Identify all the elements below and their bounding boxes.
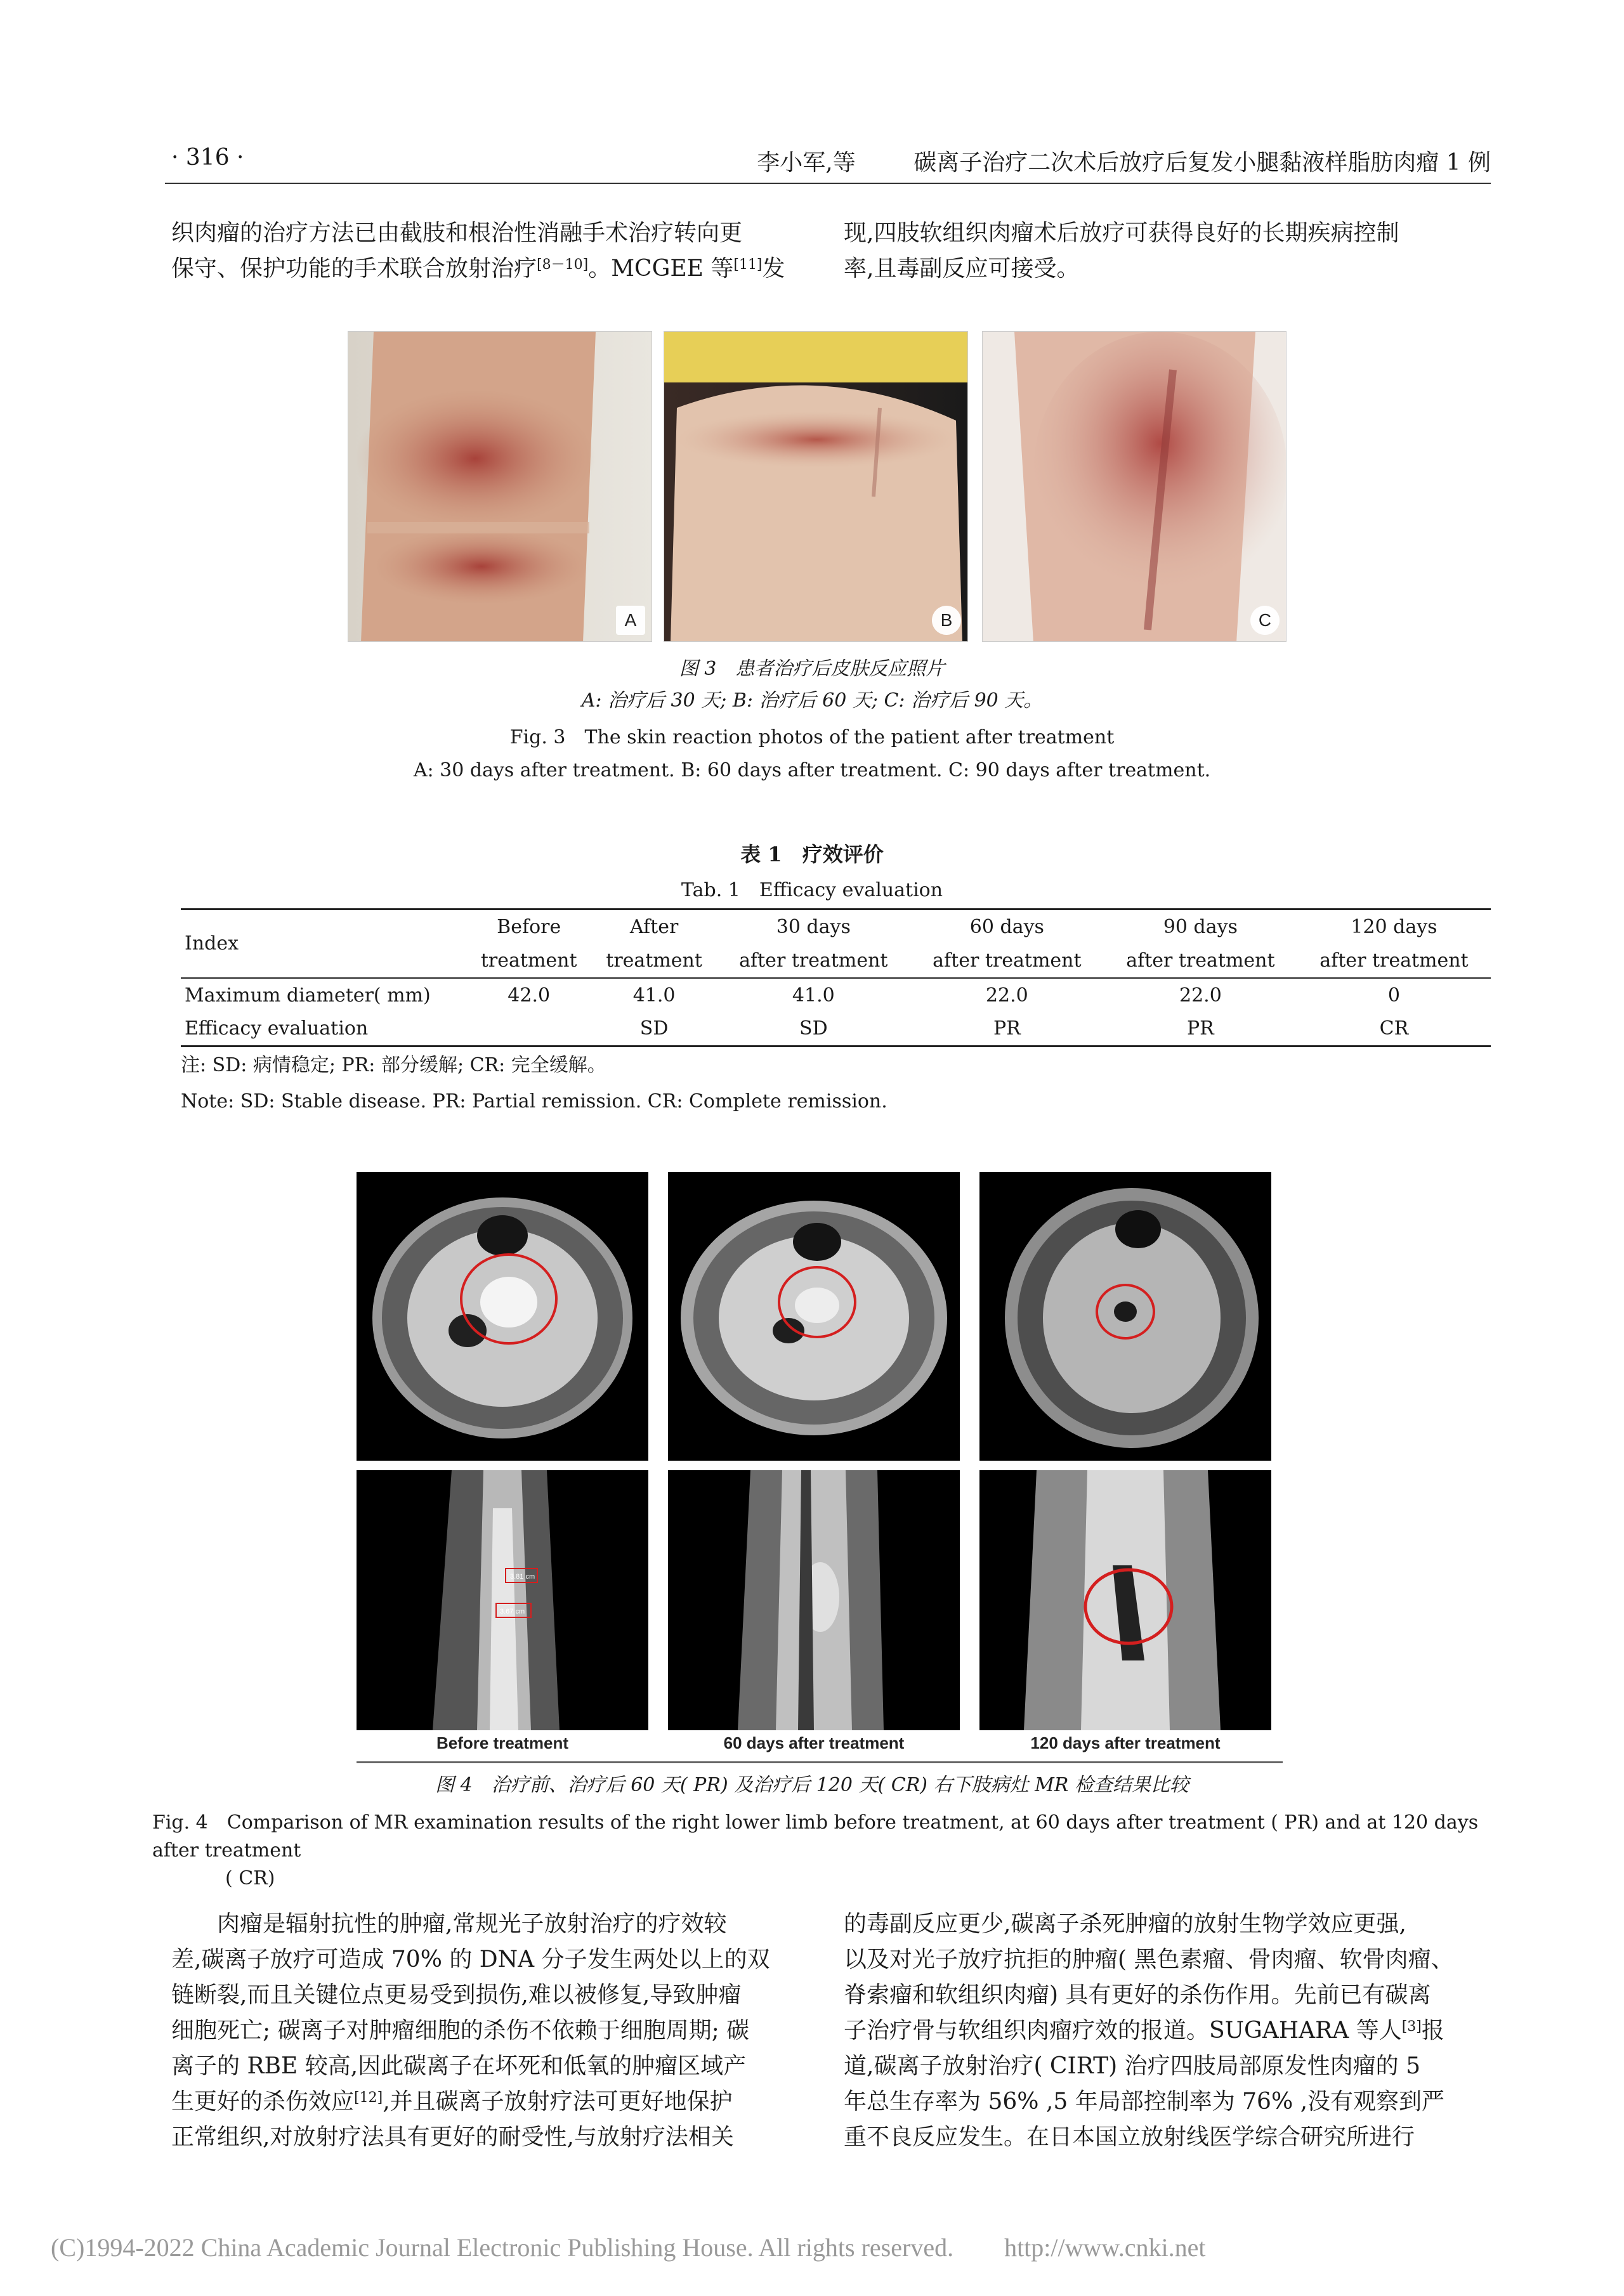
panel-label-b: B xyxy=(932,606,961,635)
header-divider xyxy=(165,183,1491,184)
top-right-paragraph xyxy=(844,216,1484,287)
table-cell: 22.0 xyxy=(985,984,1028,1007)
fig4-caption-en: Fig. 4 Comparison of MR examination results of the right lower limb before treatment, at 60 days after treatment ( PR) and at 120 days after treatment ( CR) xyxy=(152,1811,1479,1889)
table-title-cn: 表 1 疗效评价 xyxy=(740,842,884,866)
mri-axial-60d-image xyxy=(668,1172,960,1461)
table-header-cell: Before xyxy=(466,910,591,944)
mri-coronal-120d-image xyxy=(979,1470,1271,1730)
text-line: 子治疗骨与软组织肉瘤疗效的报道。SUGAHARA 等人[3]报 xyxy=(844,2018,1444,2044)
header-article-title: 碳离子治疗二次术后放疗后复发小腿黏液样脂肪肉瘤 1 例 xyxy=(914,150,1491,176)
mri-axial-120d-image xyxy=(979,1172,1271,1461)
page-number: · 316 · xyxy=(171,145,244,171)
header-authors: 李小军,等 xyxy=(757,150,856,176)
text-line: 道,碳离子放射治疗( CIRT) 治疗四肢局部原发性肉瘤的 5 xyxy=(844,2053,1421,2079)
table-header-cell: After xyxy=(591,910,716,944)
citation: [12] xyxy=(354,2090,383,2106)
running-title xyxy=(757,145,1491,177)
text-line: 保守、保护功能的手术联合放射治疗[8－10]。MCGEE 等[11]发 xyxy=(171,256,785,282)
table-header-cell: 120 days xyxy=(1297,910,1491,944)
fig3-caption-cn: 图 3 患者治疗后皮肤反应照片 xyxy=(679,658,945,680)
fig4-caption-cn: 图 4 治疗前、治疗后 60 天( PR) 及治疗后 120 天( CR) 右下肢病灶 MR 检查结果比较 xyxy=(435,1774,1189,1796)
top-left-paragraph xyxy=(171,216,799,287)
text-line: 差,碳离子放疗可造成 70% 的 DNA 分子发生两处以上的双 xyxy=(171,1947,770,1973)
text-line: 重不良反应发生。在日本国立放射线医学综合研究所进行 xyxy=(844,2124,1415,2150)
text-line: 率,且毒副反应可接受。 xyxy=(844,256,1080,282)
text-line: 肉瘤是辐射抗性的肿瘤,常规光子放射治疗的疗效较 xyxy=(217,1911,727,1937)
table-cell: SD xyxy=(591,1012,716,1047)
text-line: 生更好的杀伤效应[12],并且碳离子放射疗法可更好地保护 xyxy=(171,2089,733,2115)
table-header-cell: after treatment xyxy=(1297,944,1491,978)
skin-photo-c-image xyxy=(983,332,1287,642)
text-line: 年总生存率为 56% ,5 年局部控制率为 76% ,没有观察到严 xyxy=(844,2089,1445,2115)
mri-coronal-before xyxy=(357,1470,648,1730)
mri-axial-60d xyxy=(668,1172,960,1461)
table-header-cell: treatment xyxy=(466,944,591,978)
text-line: 织肉瘤的治疗方法已由截肢和根治性消融手术治疗转向更 xyxy=(171,220,743,246)
skin-photo-b-image xyxy=(664,332,968,642)
table-cell: 41.0 xyxy=(632,984,676,1007)
table-header-cell: treatment xyxy=(591,944,716,978)
text-line: 以及对光子放疗抗拒的肿瘤( 黑色素瘤、骨肉瘤、软骨肉瘤、 xyxy=(844,1947,1454,1973)
efficacy-table xyxy=(181,908,1491,1047)
bottom-left-paragraph xyxy=(171,1907,799,2155)
text-line: 脊索瘤和软组织肉瘤) 具有更好的杀伤作用。先前已有碳离 xyxy=(844,1982,1431,2008)
skin-photo-a xyxy=(348,331,652,642)
mri-axial-120d xyxy=(979,1172,1271,1461)
table-header-cell: 30 days xyxy=(717,910,910,944)
table-row xyxy=(181,1012,1491,1047)
table-header-cell: after treatment xyxy=(717,944,910,978)
text-line: 的毒副反应更少,碳离子杀死肿瘤的放射生物学效应更强, xyxy=(844,1911,1406,1937)
fig4-label-before: Before treatment xyxy=(436,1733,569,1752)
citation: [3] xyxy=(1401,2019,1422,2035)
table-cell: CR xyxy=(1297,1012,1491,1047)
running-header xyxy=(171,145,1491,180)
table-cell: PR xyxy=(1104,1012,1297,1047)
table-note-en: Note: SD: Stable disease. PR: Partial remission. CR: Complete remission. xyxy=(181,1090,887,1112)
table-header-cell: after treatment xyxy=(1104,944,1297,978)
bottom-right-paragraph xyxy=(844,1907,1484,2155)
table-cell: 0 xyxy=(1387,984,1400,1007)
mri-axial-before-image xyxy=(357,1172,648,1461)
text-line: 细胞死亡; 碳离子对肿瘤细胞的杀伤不依赖于细胞周期; 碳 xyxy=(171,2018,750,2044)
mri-coronal-120d xyxy=(979,1470,1271,1730)
text-line: 现,四肢软组织肉瘤术后放疗可获得良好的长期疾病控制 xyxy=(844,220,1399,246)
table-row xyxy=(181,978,1491,1012)
table-cell: SD xyxy=(717,1012,910,1047)
table-header-cell: 90 days xyxy=(1104,910,1297,944)
panel-label-a: A xyxy=(616,606,645,635)
mri-coronal-before-image xyxy=(357,1470,648,1730)
table-cell xyxy=(466,1012,591,1047)
fig4-label-120d: 120 days after treatment xyxy=(1030,1733,1221,1752)
fig4-label-60d: 60 days after treatment xyxy=(723,1733,905,1752)
measurement-label: 3.81 cm xyxy=(510,1573,535,1581)
table-cell: 22.0 xyxy=(1179,984,1222,1007)
fig3-caption-cn-sub: A: 治疗后 30 天; B: 治疗后 60 天; C: 治疗后 90 天。 xyxy=(581,689,1043,712)
table-title-en: Tab. 1 Efficacy evaluation xyxy=(681,879,943,901)
panel-label-c: C xyxy=(1250,606,1280,635)
copyright-footer: (C)1994-2022 China Academic Journal Electronic Publishing House. All rights reserved. http://www.cnki.net xyxy=(51,2233,1206,2262)
text-line: 链断裂,而且关键位点更易受到损伤,难以被修复,导致肿瘤 xyxy=(171,1982,742,2008)
table-header-cell: 60 days xyxy=(910,910,1104,944)
mri-coronal-60d-image xyxy=(668,1470,960,1730)
mri-coronal-60d xyxy=(668,1470,960,1730)
mri-axial-before xyxy=(357,1172,648,1461)
table-note-cn: 注: SD: 病情稳定; PR: 部分缓解; CR: 完全缓解。 xyxy=(181,1054,606,1076)
skin-photo-a-image xyxy=(348,332,652,642)
table-cell: PR xyxy=(910,1012,1104,1047)
measurement-label: 3.67 cm xyxy=(500,1608,525,1615)
text-line: 离子的 RBE 较高,因此碳离子在坏死和低氧的肿瘤区域产 xyxy=(171,2053,747,2079)
fig3-caption-en: Fig. 3 The skin reaction photos of the patient after treatment xyxy=(509,726,1115,748)
citation: [8－10] xyxy=(537,257,589,273)
text-line: 正常组织,对放射疗法具有更好的耐受性,与放射疗法相关 xyxy=(171,2124,734,2150)
fig3-caption-en-sub: A: 30 days after treatment. B: 60 days after treatment. C: 90 days after treatment. xyxy=(413,759,1211,781)
table-cell: 42.0 xyxy=(508,984,551,1007)
table-cell: Maximum diameter( mm) xyxy=(185,984,431,1007)
skin-photo-c xyxy=(982,331,1287,642)
skin-photo-b xyxy=(664,331,968,642)
table-cell: Efficacy evaluation xyxy=(181,1012,466,1047)
table-header-row xyxy=(181,910,1491,944)
table-header-cell: Index xyxy=(181,910,466,978)
citation: [11] xyxy=(733,257,763,273)
table-cell: 41.0 xyxy=(792,984,835,1007)
table-header-cell: after treatment xyxy=(910,944,1104,978)
